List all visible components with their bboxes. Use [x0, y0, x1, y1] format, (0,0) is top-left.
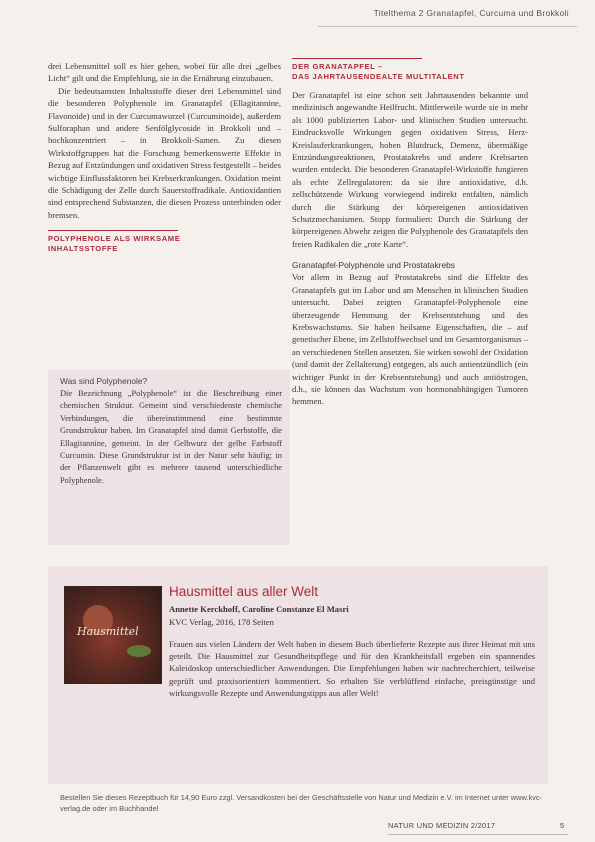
subheading-prostatakrebs: Granatapfel-Polyphenole und Prostatakrebs	[292, 260, 455, 271]
book-title: Hausmittel aus aller Welt	[169, 584, 319, 599]
info-box-polyphenole	[48, 370, 290, 545]
cover-leaf-shape	[127, 645, 151, 657]
book-authors: Annette Kerckhoff, Caroline Constanze El Masri	[169, 604, 349, 614]
order-note: Bestellen Sie dieses Rezeptbuch für 14,90 Euro zzgl. Versandkosten bei der Geschäftsstelle von Natur und Medizin e.V. im Internet unter www.kvc-verlag.de oder im Buchhandel	[60, 793, 543, 813]
heading-line: DAS JAHRTAUSENDEALTE MULTITALENT	[292, 72, 465, 81]
left-paragraph-1: drei Lebensmittel soll es hier gehen, wobei für alle drei „gelbes Licht“ gilt und die Empfehlung, sie in die Ernährung einzubauen.	[48, 61, 281, 84]
section-heading-granatapfel	[292, 62, 528, 82]
right-column	[292, 58, 528, 408]
info-box-title: Was sind Polyphenole?	[60, 376, 148, 386]
section-heading-polyphenole	[48, 234, 281, 254]
book-recommendation-box	[48, 566, 548, 784]
right-paragraph-1: Der Granatapfel ist eine schon seit Jahrtausenden bekannte und medizinisch angewandte Heilfrucht. Mittlerweile wurde sie in mehr als 1000 publizierten Labor- und klinischen Studien untersucht. Eindrucksvolle Wirkungen gegen oxidativen Stress, Herz-Kreislauferkrankungen, hohen Blutdruck, Demenz, übermäßige Entzündungsreaktionen, Prostatakrebs und andere Krebsarten wurden entdeckt. Die besonderen Granatapfel-Wirkstoffe fungieren als echte Zellregulatoren: da sie ihre antioxidative, d.h. zellschützende Wirkung vorwiegend indirekt entfalten, nämlich durch die Stärkung der körpereigenen antioxidativen Schutzmechanismen. Stopp formuliert: Durch die Stärkung der körpereigenen Abwehr zeigen die Polyphenole des Granatapfels den freien Radikalen die „rote Karte“.	[292, 90, 528, 249]
header-divider	[318, 26, 577, 27]
left-paragraph-2: Die bedeutsamsten Inhaltsstoffe dieser drei Lebensmittel sind die besonderen Polyphenole im Granatapfel (Ellagitannine, Flavonoide) und in der Curcumawurzel (Curcuminoide), außerdem Sulforaphan und andere Senfölglycoside in Brokkoli und – hochkonzentriert – in Brokkoli-Samen. Zu diesen Wirkstoffgruppen hat die Forschung bemerkenswerte Effekte in Bezug auf Entzündungen und oxidativen Stress festgestellt – beides wichtige Einflussfaktoren bei Krebserkrankungen. Oxidation meint die Schädigung der Zelle durch Sauerstoffradikale. Antioxidantien sind entsprechend Substanzen, die diesen Prozess unterbinden oder bremsen.	[48, 85, 281, 220]
book-cover-image	[64, 586, 162, 684]
info-box-text: Die Bezeichnung „Polyphenole“ ist die Beschreibung einer chemischen Struktur. Gemeint sind verschiedenste chemische Verbindungen, die übereinstimmend eine bestimmte Grundstruktur haben. Im Granatapfel sind damit Gerbstoffe, die Ellagitannine, gemeint. In der Gelbwurz der gelbe Farbstoff Curcumin. Diese Grundstruktur ist in der Natur sehr häufig; in der Pflanzenwelt gibt es mehrere tausend unterschiedliche Polyphenole.	[60, 389, 282, 485]
left-column	[48, 60, 281, 254]
page-number: 5	[560, 821, 565, 830]
heading-line: DER GRANATAPFEL –	[292, 62, 383, 71]
book-description: Frauen aus vielen Ländern der Welt haben in diesem Buch überlieferte Rezepte aus ihrer Heimat mit uns geteilt. Die Hausmittel zur Gesundheitspflege und für den Krankheitsfall ergeben ein spannendes Kaleidoskop unterschiedlicher Anwendungen. Die Empfehlungen haben wir nachrecherchiert, teilweise geprüft und praxisorientiert kommentiert. So erhalten Sie verblüffend einfache, preisgünstige und wirkungsvolle Rezepte und Anwendungstipps aus aller Welt!	[169, 639, 535, 698]
footer-magazine: NATUR UND MEDIZIN 2/2017	[388, 821, 496, 830]
heading-line: POLYPHENOLE ALS WIRKSAME	[48, 234, 181, 244]
running-header: Titelthema 2 Granatapfel, Curcuma und Brokkoli	[373, 8, 569, 18]
section-heading-rule	[48, 230, 178, 231]
section-heading-rule	[292, 58, 422, 59]
heading-line: INHALTSSTOFFE	[48, 244, 118, 254]
book-cover-title: Hausmittel	[77, 625, 139, 638]
footer-divider	[388, 834, 568, 835]
book-publisher: KVC Verlag, 2016, 178 Seiten	[169, 617, 274, 627]
right-paragraph-2: Vor allem in Bezug auf Prostatakrebs sind die Effekte des Granatapfels gut im Labor und am Menschen in klinischen Studien untersucht. Dabei zeigten Granatapfel-Polyphenole eine überzeugende Hemmung der Krebsentstehung und des Krebswachstums. Sie haben heilsame Eigenschaften, die – auf genetischer Ebene, im Zellstoffwechsel und im Gesamtorganismus – an verschiedenen Stellen ansetzen. Sie wirken sowohl der Oxidation (und damit der Zellalterung) entgegen, als auch antientzündlich (ein wichtiger Punkt in der Krebsentstehung) und auch antiöstrogen, d.h., sie können das Wachstum von hormonabhängigen Tumoren hemmen.	[292, 272, 528, 407]
